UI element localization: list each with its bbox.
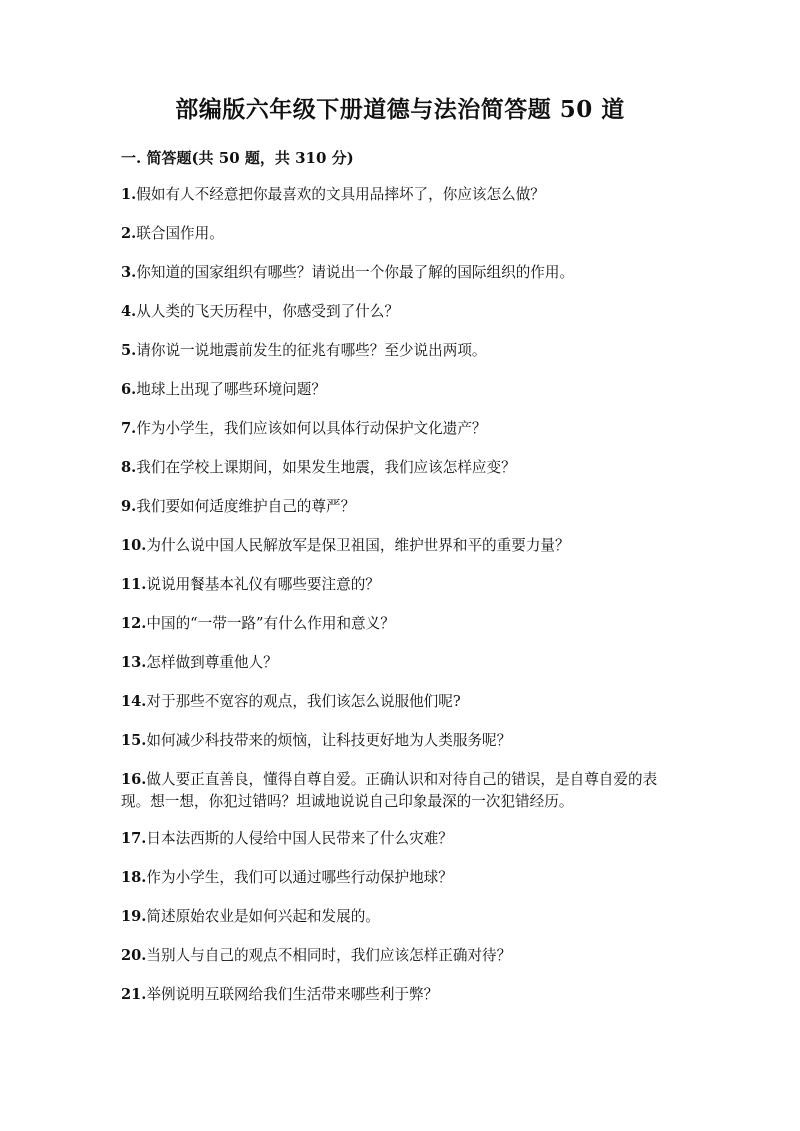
question-item xyxy=(121,867,681,889)
question-text: 作为小学生，我们应该如何以具体行动保护文化遗产？ xyxy=(136,420,487,437)
question-item xyxy=(121,457,681,479)
question-number: 15. xyxy=(121,732,147,749)
question-item xyxy=(121,340,681,362)
question-item xyxy=(121,496,681,518)
question-item xyxy=(121,945,681,967)
document-title: 部编版六年级下册道德与法治简答题 50 道 xyxy=(175,96,625,123)
question-item xyxy=(121,184,681,206)
question-text: 举例说明互联网给我们生活带来哪些利于弊？ xyxy=(146,986,439,1003)
question-number: 7. xyxy=(121,420,137,437)
section-heading: 一. 简答题(共 50 题，共 310 分) xyxy=(121,149,354,167)
question-text: 做人要正直善良，懂得自尊自爱。正确认识和对待自己的错误，是自尊自爱的表现。想一想，你犯过错吗？坦诚地说说自己印象最深的一次犯错经历。 xyxy=(121,771,658,810)
question-number: 18. xyxy=(121,869,147,886)
question-text: 当别人与自己的观点不相同时，我们应该怎样正确对待？ xyxy=(146,947,512,964)
question-item xyxy=(121,691,681,713)
question-number: 8. xyxy=(121,459,137,476)
question-text: 简述原始农业是如何兴起和发展的。 xyxy=(146,908,380,925)
question-item xyxy=(121,301,681,323)
question-number: 21. xyxy=(121,986,147,1003)
question-number: 17. xyxy=(121,830,147,847)
question-item xyxy=(121,535,681,557)
question-item xyxy=(121,828,681,850)
question-number: 2. xyxy=(121,225,137,242)
question-list xyxy=(121,184,681,1023)
question-item xyxy=(121,730,681,752)
question-item xyxy=(121,223,681,245)
question-text: 你知道的国家组织有哪些？请说出一个你最了解的国际组织的作用。 xyxy=(136,264,575,281)
question-number: 5. xyxy=(121,342,137,359)
question-item xyxy=(121,418,681,440)
question-number: 16. xyxy=(121,771,147,788)
question-text: 作为小学生，我们可以通过哪些行动保护地球？ xyxy=(146,869,453,886)
question-item xyxy=(121,613,681,635)
question-item xyxy=(121,574,681,596)
question-item xyxy=(121,906,681,928)
question-item xyxy=(121,379,681,401)
question-number: 9. xyxy=(121,498,137,515)
question-item xyxy=(121,262,681,284)
question-text: 日本法西斯的人侵给中国人民带来了什么灾难？ xyxy=(146,830,453,847)
question-text: 如何减少科技带来的烦恼，让科技更好地为人类服务呢？ xyxy=(146,732,512,749)
question-text: 我们要如何适度维护自己的尊严？ xyxy=(136,498,356,515)
question-number: 13. xyxy=(121,654,147,671)
question-number: 1. xyxy=(121,186,137,203)
question-number: 14. xyxy=(121,693,147,710)
question-number: 19. xyxy=(121,908,147,925)
question-number: 6. xyxy=(121,381,137,398)
question-text: 怎样做到尊重他人？ xyxy=(146,654,278,671)
question-item xyxy=(121,652,681,674)
question-text: 说说用餐基本礼仪有哪些要注意的？ xyxy=(146,576,380,593)
question-text: 地球上出现了哪些环境问题？ xyxy=(136,381,326,398)
question-number: 10. xyxy=(121,537,147,554)
question-number: 3. xyxy=(121,264,137,281)
question-number: 12. xyxy=(121,615,147,632)
question-text: 我们在学校上课期间，如果发生地震，我们应该怎样应变？ xyxy=(136,459,516,476)
question-number: 20. xyxy=(121,947,147,964)
question-text: 中国的“一带一路”有什么作用和意义？ xyxy=(146,615,395,632)
question-text: 假如有人不经意把你最喜欢的文具用品摔坏了，你应该怎么做？ xyxy=(136,186,545,203)
question-text: 请你说一说地震前发生的征兆有哪些？至少说出两项。 xyxy=(136,342,487,359)
question-text: 为什么说中国人民解放军是保卫祖国，维护世界和平的重要力量？ xyxy=(146,537,570,554)
question-number: 11. xyxy=(121,576,147,593)
question-text: 从人类的飞天历程中，你感受到了什么？ xyxy=(136,303,399,320)
question-number: 4. xyxy=(121,303,137,320)
question-text: 对于那些不宽容的观点，我们该怎么说服他们呢? xyxy=(146,693,461,710)
question-item xyxy=(121,984,681,1006)
question-item xyxy=(121,769,681,813)
question-text: 联合国作用。 xyxy=(136,225,224,242)
